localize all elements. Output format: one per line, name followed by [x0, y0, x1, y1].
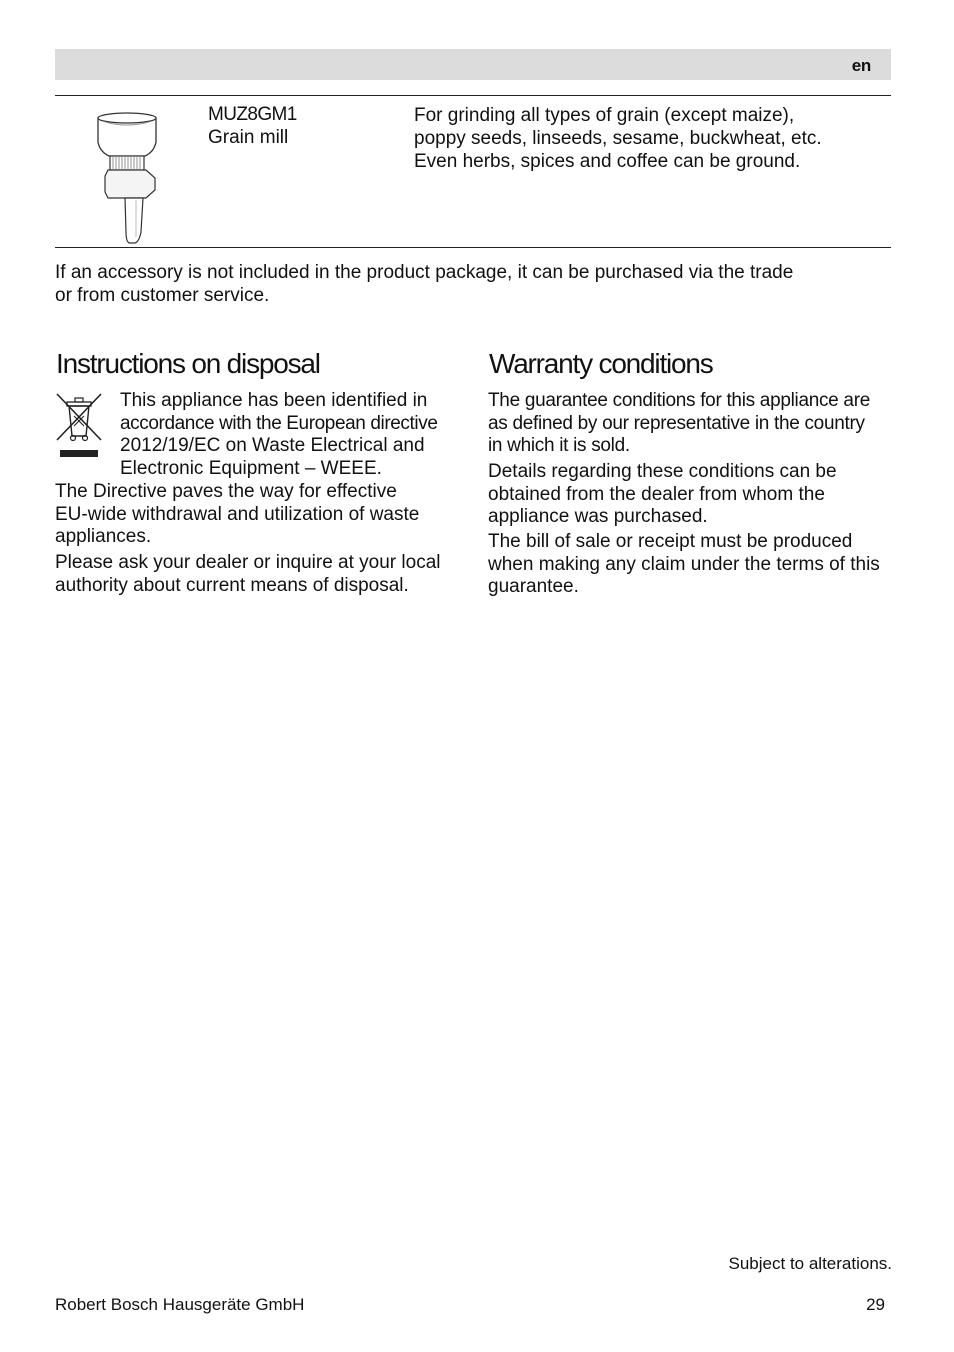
warranty-paragraph-1: [488, 390, 870, 458]
language-bar: [55, 49, 891, 80]
language-code: en: [851, 56, 871, 75]
subject-to-alterations-note: Subject to alterations.: [728, 1254, 892, 1273]
warranty-line: The guarantee conditions for this appliance are: [488, 390, 870, 411]
disposal-body-line: The Directive paves the way for effective: [55, 481, 397, 502]
accessory-note-line: If an accessory is not included in the product package, it can be purchased via the trade: [55, 262, 794, 283]
disposal-body-line: appliances.: [55, 526, 152, 547]
warranty-paragraph-3: [488, 531, 880, 599]
accessory-description-line: poppy seeds, linseeds, sesame, buckwheat, etc.: [414, 128, 822, 149]
accessory-description-line: For grinding all types of grain (except maize),: [414, 105, 795, 126]
disposal-intro-line: accordance with the European directive: [120, 412, 438, 434]
accessory-description-line: Even herbs, spices and coffee can be ground.: [414, 151, 801, 172]
disposal-intro: [120, 390, 438, 480]
warranty-line: appliance was purchased.: [488, 506, 708, 527]
accessory-code: MUZ8GM1: [208, 104, 297, 125]
disposal-intro-line: 2012/19/EC on Waste Electrical and: [120, 435, 425, 456]
disposal-body-line: EU-wide withdrawal and utilization of waste: [55, 503, 420, 525]
crossed-out-bin-icon: [55, 392, 103, 460]
disposal-intro-line: Electronic Equipment – WEEE.: [120, 457, 382, 479]
disposal-heading: Instructions on disposal: [56, 348, 320, 379]
warranty-line: in which it is sold.: [488, 435, 630, 456]
grain-mill-icon: [95, 112, 159, 244]
accessory-note: [55, 262, 793, 307]
warranty-line: The bill of sale or receipt must be produced: [488, 531, 853, 552]
warranty-line: as defined by our representative in the country: [488, 412, 865, 434]
disposal-closing-line: authority about current means of disposal.: [55, 574, 409, 596]
disposal-intro-line: This appliance has been identified in: [120, 390, 428, 411]
accessory-table: [55, 95, 891, 248]
warranty-line: guarantee.: [488, 576, 579, 597]
warranty-line: Details regarding these conditions can be: [488, 461, 837, 482]
accessory-name: Grain mill: [208, 127, 289, 148]
warranty-line: obtained from the dealer from whom the: [488, 483, 825, 505]
warranty-heading: Warranty conditions: [489, 348, 713, 379]
warranty-line: when making any claim under the terms of this: [488, 553, 880, 575]
page-number: 29: [866, 1295, 885, 1314]
footer-company: Robert Bosch Hausgeräte GmbH: [55, 1295, 305, 1314]
accessory-description: [414, 104, 884, 173]
disposal-closing: [55, 552, 440, 597]
disposal-body: [55, 481, 419, 549]
disposal-closing-line: Please ask your dealer or inquire at your local: [55, 552, 441, 573]
warranty-paragraph-2: [488, 461, 837, 529]
accessory-note-line: or from customer service.: [55, 284, 270, 306]
